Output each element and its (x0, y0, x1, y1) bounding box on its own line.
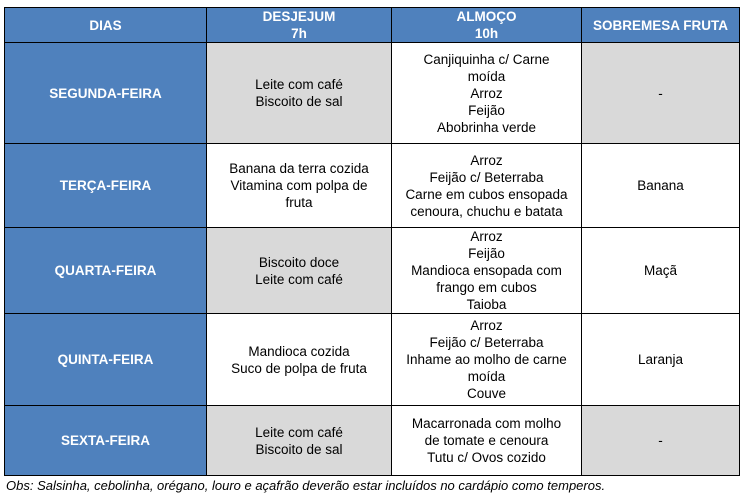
almoco-item: Arroz (470, 229, 503, 244)
desjejum-item: Biscoito doce (258, 254, 340, 270)
almoco-item: Mandioca ensopada com (411, 263, 562, 278)
sobremesa-cell: - (582, 43, 740, 144)
desjejum-item: Suco de polpa de fruta (231, 360, 367, 376)
header-almoco-label: ALMOÇO (456, 9, 517, 24)
day-cell: TERÇA-FEIRA (5, 144, 207, 228)
desjejum-item: Leite com café (255, 77, 343, 92)
table-row (5, 314, 740, 406)
day-cell: QUINTA-FEIRA (5, 314, 207, 406)
almoco-item: Couve (466, 386, 507, 401)
almoco-item: Taioba (466, 297, 507, 312)
almoco-cell (392, 228, 582, 314)
almoco-item: Arroz (470, 85, 503, 101)
almoco-item: Abobrinha verde (436, 119, 537, 135)
header-sobremesa: SOBREMESA FRUTA (582, 8, 740, 43)
almoco-item: cenoura, chuchu e batata (410, 203, 563, 219)
desjejum-item: Mandioca cozida (248, 343, 350, 359)
almoco-item: moída (467, 68, 506, 84)
header-dias: DIAS (5, 8, 207, 43)
sobremesa-cell: Banana (582, 144, 740, 228)
almoco-item: Carne em cubos ensopada (405, 186, 568, 202)
header-desjejum-label: DESJEJUM (262, 9, 336, 24)
desjejum-item: Biscoito de sal (255, 441, 343, 457)
sobremesa-cell: - (582, 406, 740, 476)
header-desjejum (207, 8, 392, 43)
day-cell: SEGUNDA-FEIRA (5, 43, 207, 144)
almoco-cell (392, 314, 582, 406)
desjejum-cell (207, 314, 392, 406)
table-row (5, 406, 740, 476)
almoco-item: Arroz (470, 318, 503, 333)
almoco-item: Arroz (470, 152, 503, 168)
table-row (5, 228, 740, 314)
desjejum-cell (207, 43, 392, 144)
desjejum-item: Banana da terra cozida (229, 161, 369, 176)
almoco-cell (392, 43, 582, 144)
table-row (5, 144, 740, 228)
almoco-item: Tutu c/ Ovos cozido (427, 450, 546, 465)
header-almoco-time: 10h (474, 26, 499, 41)
almoco-item: de tomate e cenoura (424, 433, 549, 448)
desjejum-cell (207, 228, 392, 314)
almoco-item: Macarronada com molho (411, 416, 562, 431)
sobremesa-cell: Laranja (582, 314, 740, 406)
almoco-cell (392, 144, 582, 228)
desjejum-item: Leite com café (255, 271, 343, 287)
almoco-item: frango em cubos (436, 280, 537, 295)
desjejum-item: Vitamina com polpa de (230, 178, 368, 193)
desjejum-item: fruta (285, 195, 313, 210)
table-row (5, 43, 740, 144)
desjejum-item: Biscoito de sal (255, 94, 343, 109)
almoco-cell (392, 406, 582, 476)
header-desjejum-time: 7h (291, 26, 307, 41)
almoco-item: Feijão c/ Beterraba (429, 335, 544, 350)
almoco-item: Feijão (468, 246, 505, 261)
menu-table (4, 7, 740, 476)
almoco-item: Feijão c/ Beterraba (429, 169, 544, 185)
header-row (5, 8, 740, 43)
observation-note: Obs: Salsinha, cebolinha, orégano, louro e açafrão deverão estar incluídos no cardápio como temperos. (6, 478, 606, 493)
almoco-item: moída (467, 369, 506, 384)
almoco-item: Feijão (468, 102, 505, 118)
day-cell: QUARTA-FEIRA (5, 228, 207, 314)
almoco-item: Canjiquinha c/ Carne (423, 51, 550, 67)
day-cell: SEXTA-FEIRA (5, 406, 207, 476)
almoco-item: Inhame ao molho de carne (406, 352, 567, 367)
desjejum-item: Leite com café (255, 424, 343, 440)
header-almoco (392, 8, 582, 43)
desjejum-cell (207, 144, 392, 228)
desjejum-cell (207, 406, 392, 476)
sobremesa-cell: Maçã (582, 228, 740, 314)
